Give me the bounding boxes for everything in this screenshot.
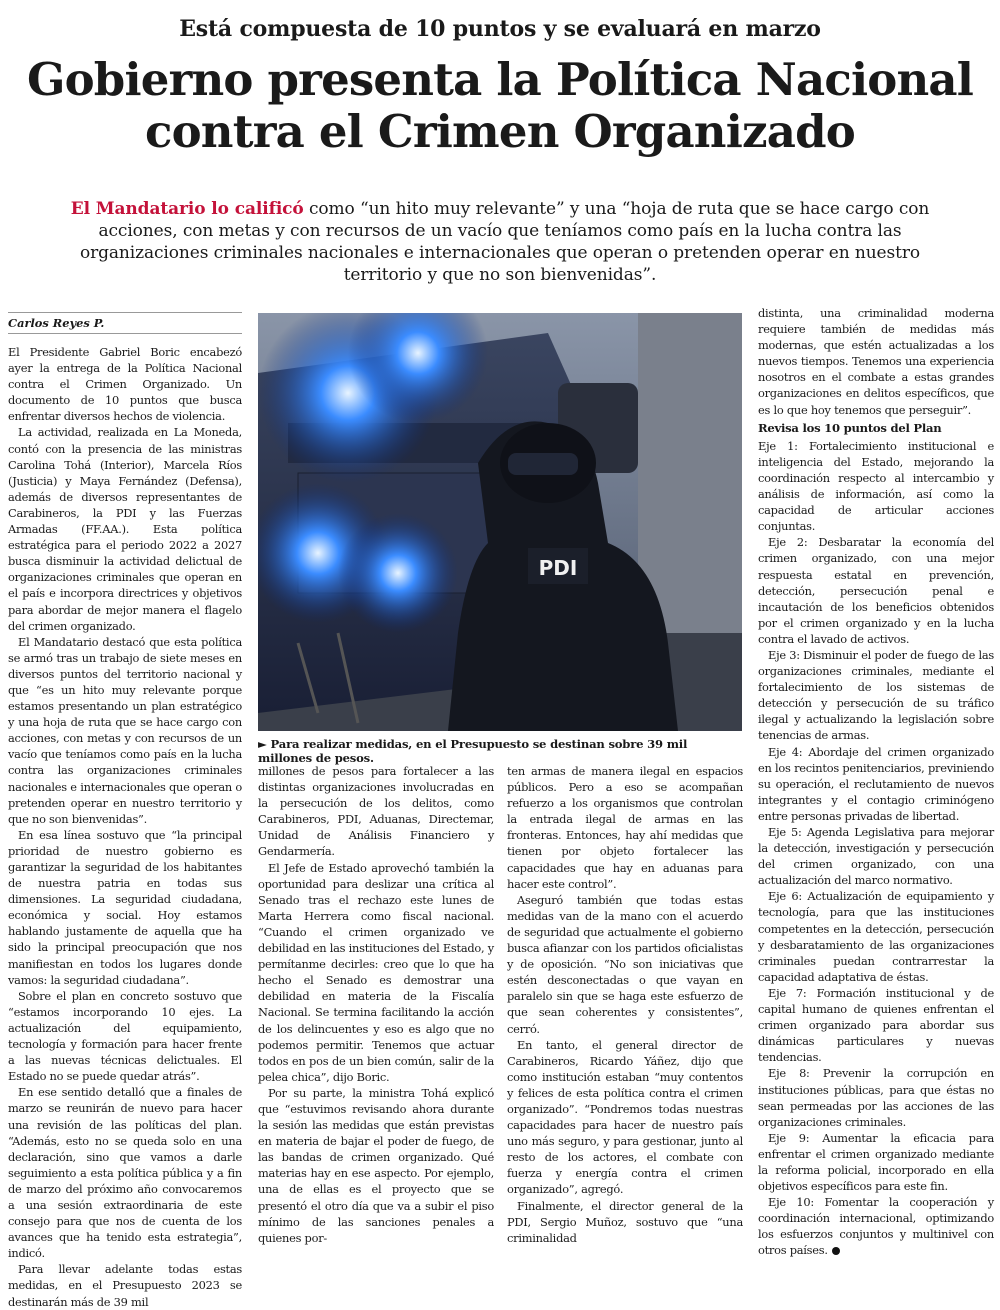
paragraph: Por su parte, la ministra Tohá explicó que “estuvimos revisando ahora durante la sesión las medidas que están previstas en materia de bajar el poder de fuego, de las bandas de crimen organizado. Qué materias hay en ese aspecto. Por ejemplo, una de ellas es el proyecto que se presentó el otro día que va a subir el piso mínimo de las sanciones penales a quienes por- bbox=[258, 1085, 494, 1245]
eje-3: Eje 3: Disminuir el poder de fuego de las organizaciones criminales, mediante el fortalecimiento de los sistemas de detección y persecución de su tráfico ilegal y actualizando la legislación sobre tenencias de armas. bbox=[758, 647, 995, 743]
eje-2: Eje 2: Desbaratar la economía del crimen organizado, con una mejor respuesta estatal en prevención, detección, persecución penal e incautación de los beneficios obtenidos por el crimen organizado y en la lucha contra el lavado de activos. bbox=[758, 535, 994, 646]
paragraph: El Jefe de Estado aprovechó también la oportunidad para deslizar una crítica al Senado tras el rechazo este lunes de Marta Herrera como fiscal nacional. “Cuando el crimen organizado ve debilidad en las instituciones del Estado, y permítanme decirles: creo que lo que ha hecho el Senado es demostrar una debilidad en materia de la Fiscalía Nacional. Se termina facilitando la acción de los delincuentes y eso es algo que no podemos permitir. Tenemos que actuar todos en pos de un bien común, salir de la pelea chica”, dijo Boric. bbox=[258, 860, 494, 1084]
headline bbox=[0, 54, 1000, 158]
column-4 bbox=[758, 305, 994, 1259]
byline-rule bbox=[8, 312, 242, 313]
paragraph: En ese sentido detalló que a finales de marzo se reunirán de nuevo para hacer una revisión de las políticas del plan. “Además, esto no se queda solo en una declaración, sino que vamos a darle seguimiento a esta política pública y a fin de marzo del próximo año convocaremos a una sesión extraordinaria de este consejo para que nos de cuenta de los avances que ha tenido esta estrategia”, indicó. bbox=[8, 1085, 242, 1261]
paragraph: distinta, una criminalidad moderna requiere también de medidas más modernas, que estén actualizadas a los nuevos tiempos. Tenemos una experiencia nosotros en el combate a estas grandes organizaciones en delitos específicos, que es lo que hoy tenemos que perseguir”. bbox=[758, 306, 994, 417]
paragraph: Sobre el plan en concreto sostuvo que “estamos incorporando 10 ejes. La actualización del equipamiento, tecnología y formación para hacer frente a las nuevas técnicas delictuales. El Estado no se puede quedar atrás”. bbox=[8, 988, 242, 1084]
column-2 bbox=[258, 763, 494, 1246]
column-1 bbox=[8, 344, 242, 1310]
paragraph: Para llevar adelante todas estas medidas, en el Presupuesto 2023 se destinarán más de 39 mil bbox=[8, 1262, 242, 1309]
lead-highlight: El Mandatario lo calificó bbox=[70, 199, 304, 219]
eje-9: Eje 9: Aumentar la eficacia para enfrentar el crimen organizado mediante la reforma policial, incorporado en ella objetivos específicos para este fin. bbox=[758, 1130, 994, 1194]
news-photo bbox=[258, 313, 742, 731]
subhead-plan-points: Revisa los 10 puntos del Plan bbox=[758, 420, 942, 435]
eje-1: Eje 1: Fortalecimiento institucional e inteligencia del Estado, mejorando la coordinación respecto al intercambio y análisis de información, así como la capacidad de articular acciones conjuntas. bbox=[758, 438, 994, 534]
byline: Carlos Reyes P. bbox=[8, 316, 242, 334]
paragraph: El Mandatario destacó que esta política se armó tras un trabajo de siete meses en diversos puntos del territorio nacional y que “es un hito muy relevante porque estamos presentando un plan estratégico y una hoja de ruta que se hace cargo con acciones, con metas y con recursos de un vacío que teníamos como país en la lucha contra las organizaciones criminales nacionales e internacionales que operan o pretenden operar en nuestro territorio y que no son bienvenidas”. bbox=[8, 634, 242, 826]
paragraph: Aseguró también que todas estas medidas van de la mano con el acuerdo de seguridad que actualmente el gobierno busca afianzar con los partidos oficialistas y de oposición. “No son iniciativas que estén desconectadas o que vayan en paralelo sin que se haga este esfuerzo de que sean coherentes y consistentes”, cerró. bbox=[507, 892, 743, 1036]
headline-line-1: Gobierno presenta la Política Nacional bbox=[26, 53, 974, 106]
paragraph: En esa línea sostuvo que “la principal prioridad de nuestro gobierno es garantizar la seguridad de los habitantes de nuestra patria en todas sus dimensiones. La seguridad ciudadana, económica y social. Hoy estamos hablando justamente de aquella que ha sido la principal preocupación que nos manifiestan en todos los lugares donde vamos: la seguridad ciudadana”. bbox=[8, 827, 242, 987]
paragraph: En tanto, el general director de Carabineros, Ricardo Yáñez, dijo que como institución estaban “muy contentos y felices de esta política contra el crimen organizado”. “Pondremos todas nuestras capacidades para hacer de nuestro país uno más seguro, y para gestionar, junto al resto de los actores, el combate con fuerza y energía contra el crimen organizado”, agregó. bbox=[507, 1037, 743, 1197]
eje-6: Eje 6: Actualización de equipamiento y tecnología, para que las instituciones competentes en la detección, persecución y desbaratamiento de las organizaciones criminales puedan contrarrestar la capacidad adaptativa de éstas. bbox=[758, 889, 994, 984]
column-3 bbox=[507, 763, 743, 1246]
eje-4: Eje 4: Abordaje del crimen organizado en los recintos penitenciarios, previniendo su operación, el reclutamiento de nuevos integrantes y el contagio criminógeno entre personas privadas de libertad. bbox=[758, 744, 994, 823]
headline-line-2: contra el Crimen Organizado bbox=[144, 105, 856, 158]
lead-paragraph bbox=[60, 198, 940, 286]
pdi-officer-armored-vehicle-image bbox=[258, 313, 742, 731]
eje-10 bbox=[758, 1194, 994, 1258]
paragraph: La actividad, realizada en La Moneda, contó con la presencia de las ministras Carolina Tohá (Interior), Marcela Ríos (Justicia) y Maya Fernández (Defensa), además de diversos representantes de Carabineros, la PDI y las Fuerzas Armadas (FF.AA.). Esta política estratégica para el periodo 2022 a 2027 busca disminuir la actividad delictual de organizaciones criminales que operan en el país e incorpora directrices y objetivos para abordar de mejor manera el flagelo del crimen organizado. bbox=[8, 425, 242, 633]
photo-caption: ► Para realizar medidas, en el Presupuesto se destinan sobre 39 mil millones de pesos. bbox=[258, 737, 688, 765]
kicker: Está compuesta de 10 puntos y se evaluará en marzo bbox=[179, 16, 821, 42]
eje-10-text: Eje 10: Fomentar la cooperación y coordinación internacional, optimizando los esfuerzos conjuntos y multinivel con otros países. bbox=[758, 1195, 994, 1258]
paragraph: ten armas de manera ilegal en espacios públicos. Pero a eso se acompañan refuerzo a los organismos que controlan la entrada ilegal de armas en las fronteras. Entonces, hay ahí medidas que tienen por objeto fortalecer las capacidades que hay en aduanas para hacer este control”. bbox=[507, 764, 743, 891]
paragraph: El Presidente Gabriel Boric encabezó ayer la entrega de la Política Nacional contra el Crimen Organizado. Un documento de 10 puntos que busca enfrentar diversos hechos de violencia. bbox=[8, 345, 242, 424]
paragraph: Finalmente, el director general de la PDI, Sergio Muñoz, sostuvo que “una criminalidad bbox=[507, 1198, 743, 1245]
eje-7: Eje 7: Formación institucional y de capital humano de quienes enfrentan el crimen organizado para abordar sus dinámicas particulares y nuevas tendencias. bbox=[758, 985, 994, 1065]
paragraph: millones de pesos para fortalecer a las distintas organizaciones involucradas en la persecución de los delitos, como Carabineros, PDI, Aduanas, Directemar, Unidad de Análisis Financiero y Gendarmería. bbox=[258, 764, 494, 859]
eje-8: Eje 8: Prevenir la corrupción en instituciones públicas, para que éstas no sean permeadas por las acciones de las organizaciones criminales. bbox=[758, 1066, 994, 1129]
eje-5: Eje 5: Agenda Legislativa para mejorar la detección, investigación y persecución del crimen organizado, con una actualización del marco normativo. bbox=[758, 825, 994, 888]
vest-label: PDI bbox=[538, 556, 578, 580]
lead-text: como “un hito muy relevante” y una “hoja de ruta que se hace cargo con acciones, con metas y con recursos de un vacío que teníamos como país en la lucha contra las organizaciones criminales nacionales e internacionales que operan o pretenden operar en nuestro territorio y que no son bienvenidas”. bbox=[79, 199, 930, 285]
end-of-article-icon bbox=[832, 1247, 840, 1255]
